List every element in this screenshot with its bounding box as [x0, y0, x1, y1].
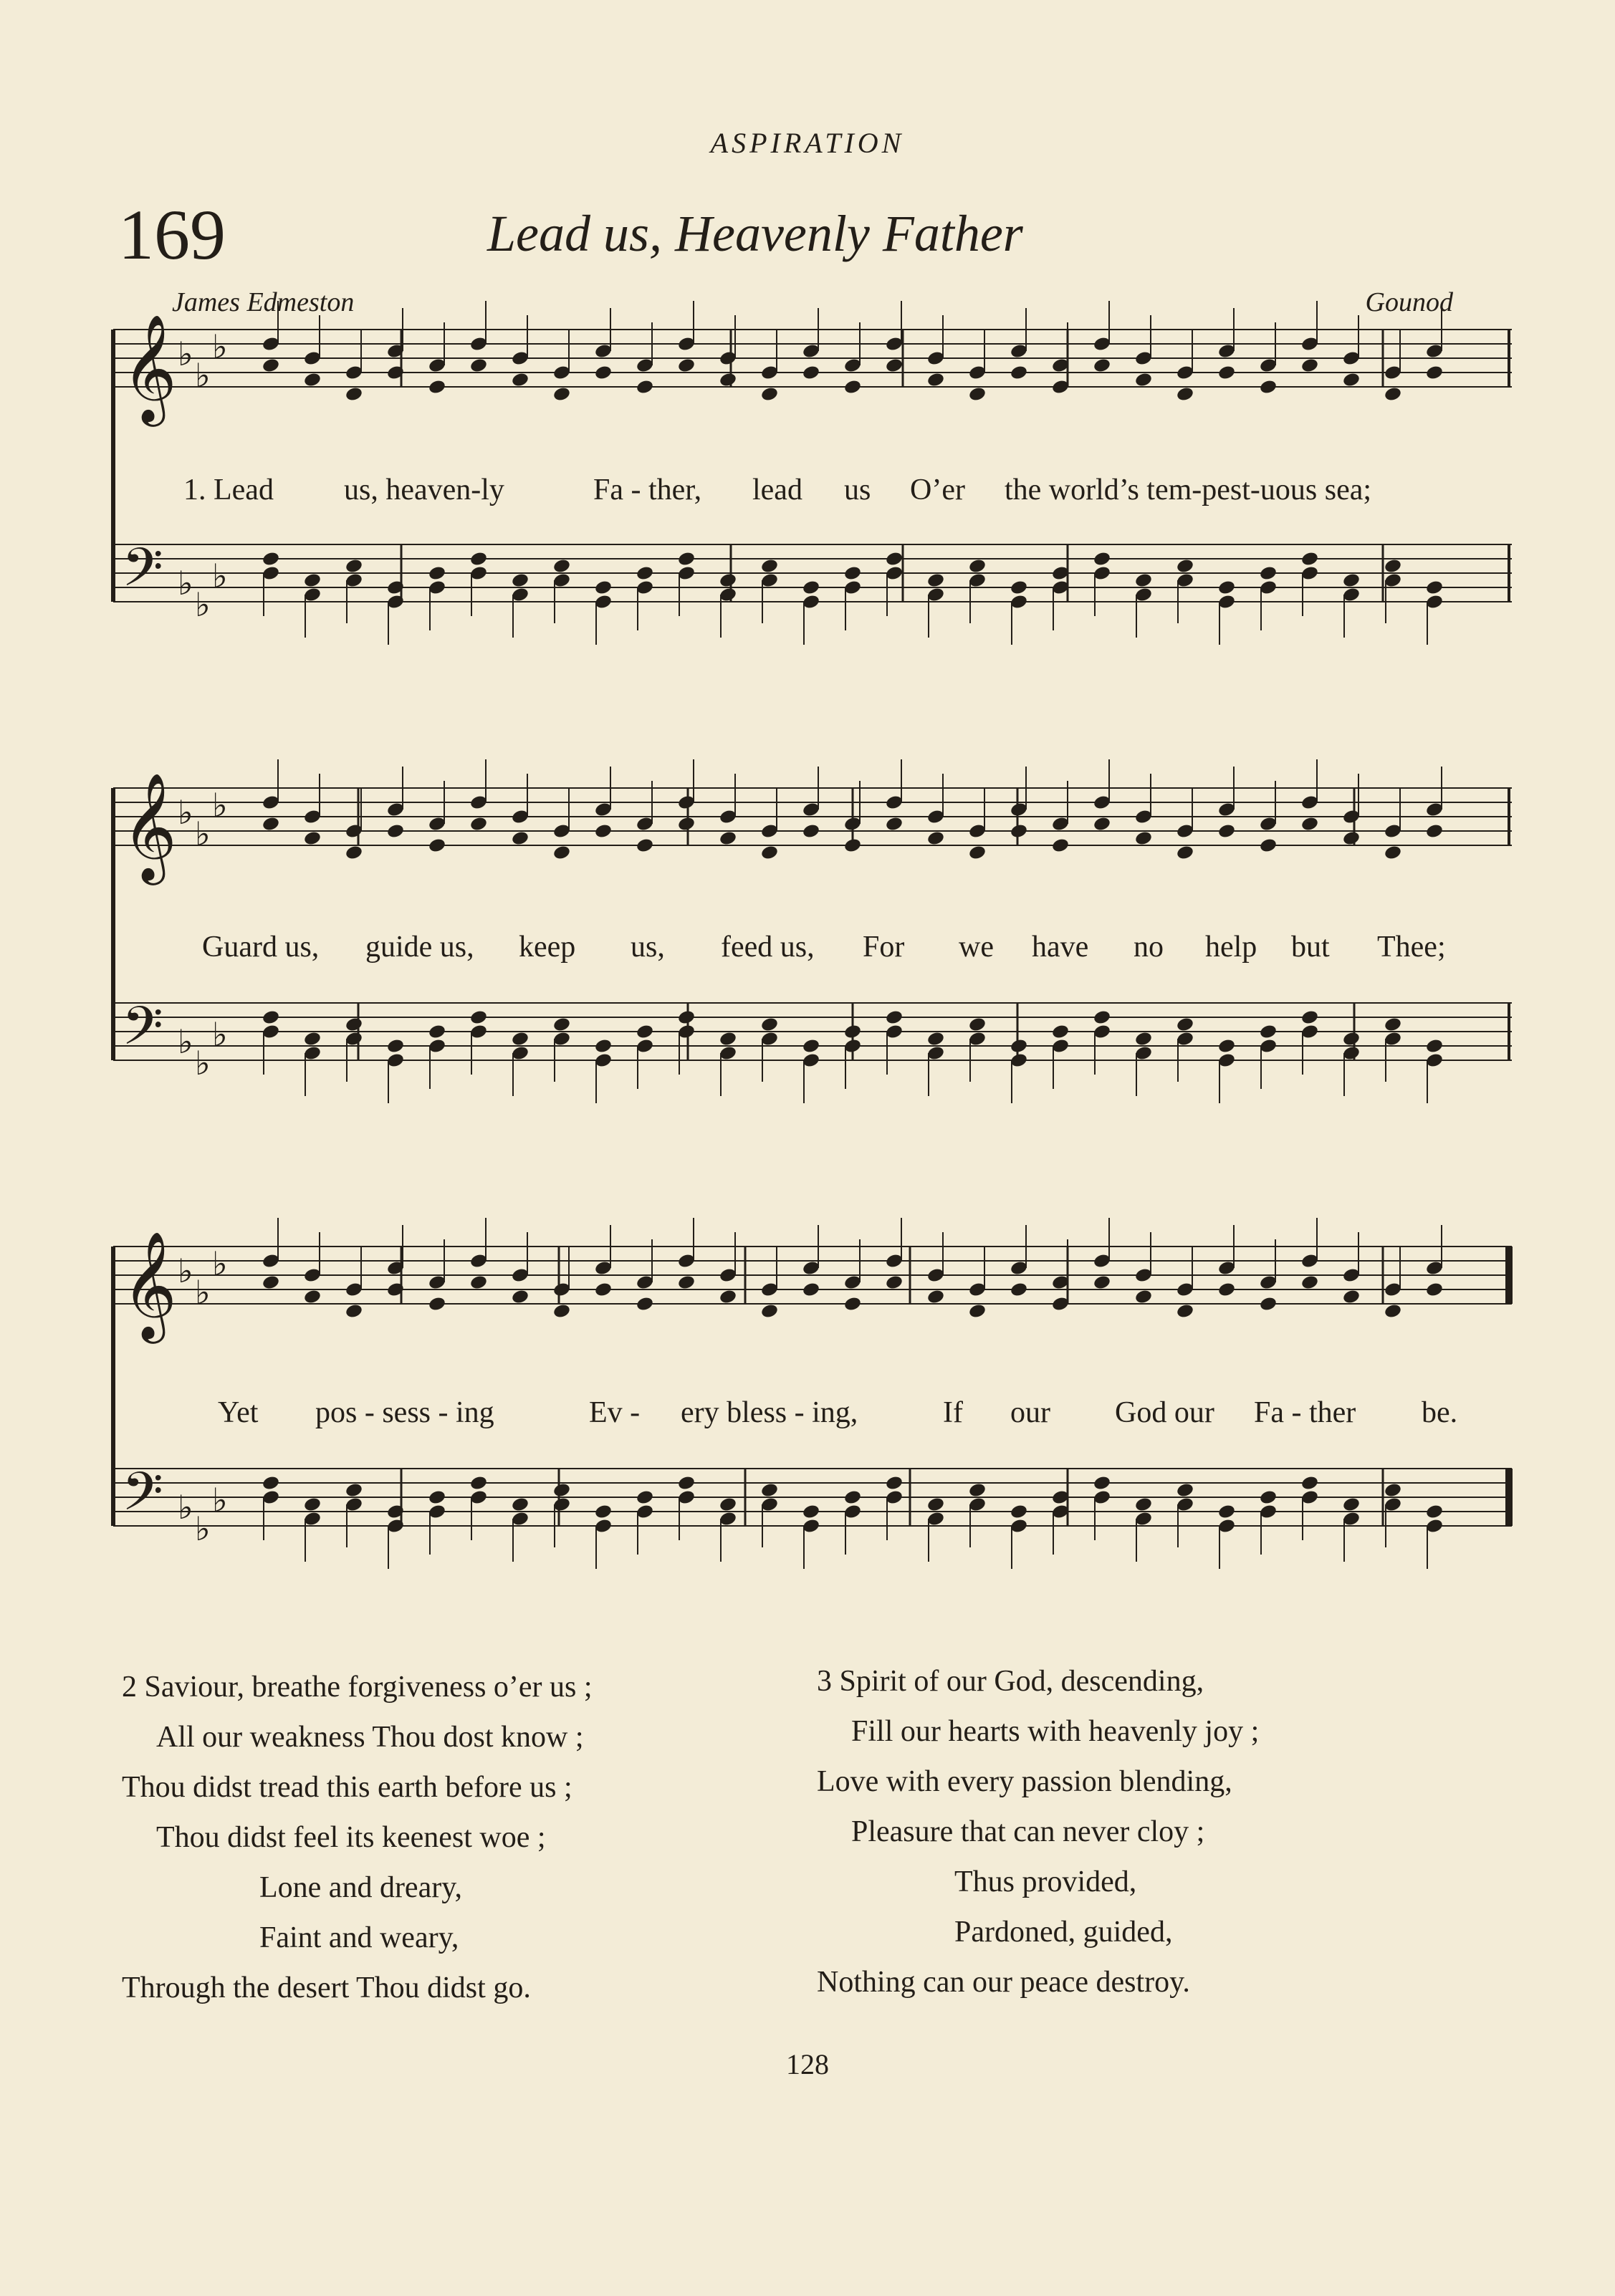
verse-line: Faint and weary, — [259, 1921, 459, 1954]
bass-clef-icon: 𝄢 — [122, 1461, 163, 1536]
treble-clef-icon: 𝄞 — [122, 772, 177, 880]
lyric-syllable: Thee; — [1377, 931, 1446, 964]
notehead — [1093, 1475, 1111, 1492]
lyric-syllable: keep — [519, 931, 576, 964]
notehead — [469, 1475, 488, 1492]
lyric-syllable: guide us, — [365, 931, 474, 964]
flat-icon: ♭ — [195, 1044, 211, 1082]
notehead — [1093, 1274, 1111, 1291]
notehead — [262, 1274, 280, 1291]
flat-icon: ♭ — [195, 585, 211, 624]
lyric-syllable: lead — [752, 474, 802, 506]
verse-line: Pleasure that can never cloy ; — [851, 1815, 1205, 1848]
section-heading: ASPIRATION — [710, 127, 905, 159]
treble-clef-icon: 𝄞 — [122, 1230, 177, 1339]
lyric-syllable: For — [863, 931, 905, 964]
notehead — [802, 1282, 820, 1298]
notehead — [1217, 1282, 1236, 1298]
lyric-syllable: have — [1032, 931, 1089, 964]
flat-icon: ♭ — [212, 327, 228, 366]
notehead — [552, 1303, 571, 1320]
notehead — [303, 1289, 322, 1305]
bass-clef-icon: 𝄢 — [122, 995, 163, 1070]
lyric-syllable: our — [1010, 1396, 1050, 1429]
notehead — [511, 1289, 529, 1305]
notehead — [885, 1475, 904, 1492]
lyric-syllable: help — [1205, 931, 1257, 964]
verse-line: Fill our hearts with heavenly joy ; — [851, 1715, 1260, 1748]
lyric-syllable: feed us, — [721, 931, 815, 964]
flat-icon: ♭ — [178, 564, 193, 602]
verse-2 — [122, 1662, 593, 2013]
flat-icon: ♭ — [178, 793, 193, 832]
notehead — [968, 1482, 987, 1499]
notehead — [1259, 1296, 1278, 1312]
notehead — [1134, 1497, 1153, 1513]
flat-icon: ♭ — [178, 335, 193, 373]
flat-icon: ♭ — [195, 1273, 211, 1312]
verse-line: Through the desert Thou didst go. — [122, 1971, 531, 2004]
notehead — [926, 1289, 945, 1305]
notehead — [1425, 1282, 1444, 1298]
lyric-syllable: pos - sess - ing — [315, 1396, 494, 1429]
flat-icon: ♭ — [212, 786, 228, 825]
hymn-title: Lead us, Heavenly Father — [487, 205, 1023, 262]
flat-icon: ♭ — [195, 815, 211, 853]
hymn-number: 169 — [118, 195, 226, 274]
flat-icon: ♭ — [212, 1244, 228, 1283]
notehead — [1176, 1482, 1194, 1499]
notehead — [885, 1274, 904, 1291]
flat-icon: ♭ — [178, 1022, 193, 1061]
flat-icon: ♭ — [195, 356, 211, 395]
notehead — [636, 1489, 654, 1506]
notehead — [1259, 1489, 1278, 1506]
notehead — [760, 1303, 779, 1320]
verse-line: 2 Saviour, breathe forgiveness o’er us ; — [122, 1671, 593, 1704]
notehead — [677, 1274, 696, 1291]
notehead — [968, 1303, 987, 1320]
verse-line: Thus provided, — [954, 1865, 1137, 1898]
notehead — [1176, 1303, 1194, 1320]
lyric-syllable: Ev - — [589, 1396, 641, 1429]
lyric-syllable: God our — [1115, 1396, 1214, 1429]
flat-icon: ♭ — [178, 1488, 193, 1527]
lyric-syllable: O’er — [910, 474, 965, 506]
notehead — [1217, 1504, 1236, 1520]
page-number: 128 — [786, 2048, 829, 2080]
notehead — [594, 1282, 613, 1298]
notehead — [1300, 1475, 1319, 1492]
lyric-syllable: 1. Lead — [183, 474, 274, 506]
notehead — [303, 1497, 322, 1513]
notehead — [760, 1482, 779, 1499]
notehead — [1010, 1504, 1028, 1520]
flat-icon: ♭ — [212, 1015, 228, 1054]
lyric-syllable: us — [844, 474, 871, 506]
notehead — [843, 1296, 862, 1312]
flat-icon: ♭ — [212, 557, 228, 595]
lyric-syllable: ery bless - ing, — [681, 1396, 858, 1429]
lyric-syllable: but — [1291, 931, 1330, 964]
verse-line: Lone and dreary, — [259, 1871, 462, 1904]
notehead — [511, 1497, 529, 1513]
notehead — [1425, 1504, 1444, 1520]
verse-line: Thou didst feel its keenest woe ; — [156, 1821, 546, 1854]
flat-icon: ♭ — [195, 1509, 211, 1548]
treble-clef-icon: 𝄞 — [122, 313, 177, 422]
notehead — [636, 1296, 654, 1312]
verse-line: Thou didst tread this earth before us ; — [122, 1771, 572, 1804]
notehead — [1300, 1274, 1319, 1291]
notehead — [843, 1489, 862, 1506]
verse-line: Pardoned, guided, — [954, 1916, 1173, 1949]
notehead — [428, 1489, 446, 1506]
notehead — [428, 1296, 446, 1312]
notehead — [677, 1475, 696, 1492]
notehead — [552, 1482, 571, 1499]
hymn-author: James Edmeston — [172, 287, 355, 317]
notehead — [802, 1504, 820, 1520]
notehead — [345, 1482, 363, 1499]
verse-line: All our weakness Thou dost know ; — [156, 1721, 584, 1754]
lyric-syllable: Guard us, — [202, 931, 320, 964]
notehead — [345, 1303, 363, 1320]
notehead — [1134, 1289, 1153, 1305]
notehead — [1384, 1482, 1402, 1499]
notehead — [469, 1274, 488, 1291]
notehead — [719, 1289, 737, 1305]
notehead — [1342, 1497, 1361, 1513]
verse-number: 2 — [122, 1671, 137, 1704]
notehead — [926, 1497, 945, 1513]
verse-line: Nothing can our peace destroy. — [817, 1966, 1190, 1999]
notehead — [1342, 1289, 1361, 1305]
notehead — [594, 1504, 613, 1520]
lyric-syllable: no — [1134, 931, 1164, 964]
lyric-syllable: we — [959, 931, 994, 964]
lyric-syllable: be. — [1422, 1396, 1458, 1429]
lyric-syllable: Yet — [218, 1396, 259, 1429]
verse-number: 3 — [817, 1665, 832, 1698]
lyric-syllable: Fa - ther — [1254, 1396, 1356, 1429]
lyric-syllable: us, — [631, 931, 665, 964]
verse-3 — [817, 1656, 1259, 2007]
lyric-syllable: the world’s tem-pest-uous sea; — [1005, 474, 1372, 506]
verse-line: Love with every passion blending, — [817, 1765, 1232, 1798]
lyric-syllable: us, heaven-ly — [344, 474, 504, 506]
lyric-syllable: Fa - ther, — [593, 474, 702, 506]
hymn-composer: Gounod — [1365, 287, 1453, 317]
flat-icon: ♭ — [178, 1252, 193, 1290]
lyric-syllable: If — [943, 1396, 963, 1429]
notehead — [719, 1497, 737, 1513]
notehead — [262, 1475, 280, 1492]
notehead — [1384, 1303, 1402, 1320]
verse-line: 3 Spirit of our God, descending, — [817, 1665, 1204, 1698]
bass-clef-icon: 𝄢 — [122, 537, 163, 612]
flat-icon: ♭ — [212, 1481, 228, 1519]
notehead — [1010, 1282, 1028, 1298]
